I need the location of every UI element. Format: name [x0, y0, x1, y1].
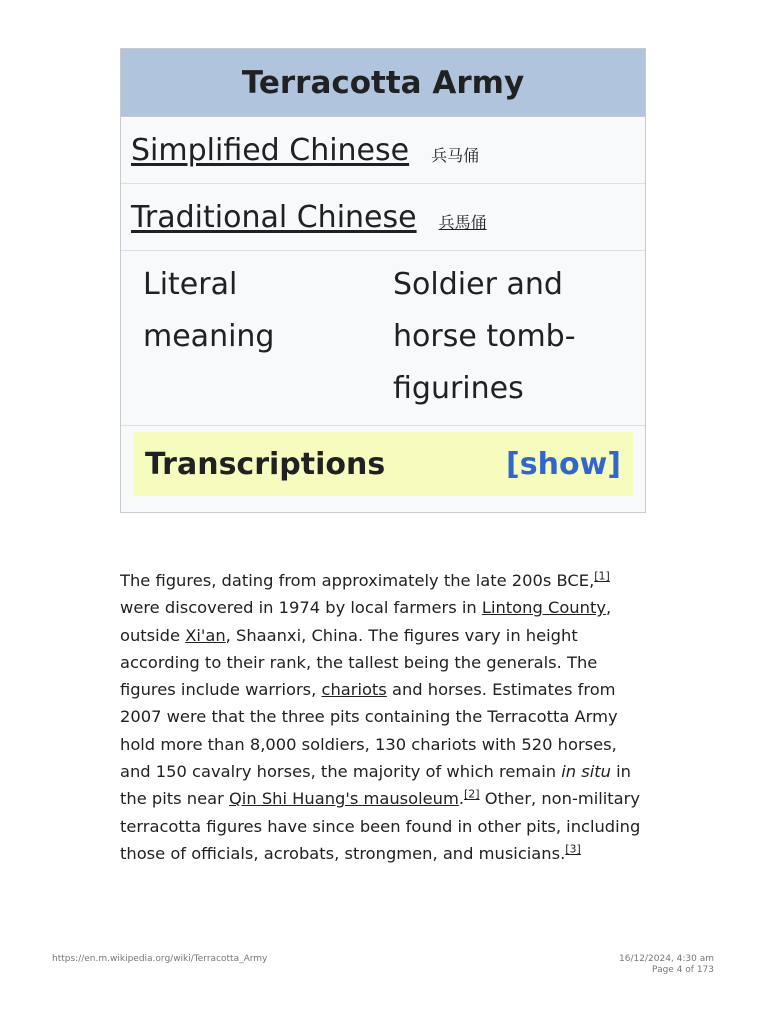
paragraph-text: Other, non-military terracotta figures have since been found in other pits, including those of officials, acrobats, strongmen, and musicians.: [120, 789, 641, 863]
paragraph-text: in the pits near: [120, 762, 632, 809]
paragraph-text: , outside: [120, 598, 612, 645]
footer-datetime: 16/12/2024, 4:30 am: [619, 954, 714, 964]
traditional-chinese-link[interactable]: Traditional Chinese: [131, 199, 417, 235]
show-transcriptions-button[interactable]: [show]: [506, 446, 621, 482]
paragraph-text: were discovered in 1974 by local farmers in: [120, 598, 482, 618]
transcriptions-header: [133, 432, 633, 496]
lintong-county-link[interactable]: Lintong County: [481, 598, 606, 618]
footer-url: https://en.m.wikipedia.org/wiki/Terracotta_Army: [52, 954, 268, 964]
infobox: [120, 48, 646, 513]
simplified-chinese-value: 兵马俑: [431, 145, 480, 165]
paragraph-text: and horses. Estimates from 2007 were that the three pits containing the Terracotta Army hold more than 8,000 soldiers, 130 chariots with 520 horses, and 150 cavalry horses, the majority of which remain: [120, 680, 618, 782]
paragraph-text: .: [458, 789, 465, 809]
infobox-row-traditional: [121, 184, 645, 251]
simplified-chinese-link[interactable]: Simplified Chinese: [131, 132, 410, 168]
xian-link[interactable]: Xi'an: [185, 625, 226, 645]
chariots-link[interactable]: chariots: [321, 680, 387, 700]
reference-link-3[interactable]: [3]: [565, 842, 581, 856]
infobox-title: Terracotta Army: [121, 49, 645, 117]
traditional-chinese-value-link[interactable]: 兵馬俑: [438, 212, 487, 232]
in-situ-italic: in situ: [561, 762, 611, 782]
footer-meta: [619, 954, 714, 976]
qin-shi-huang-mausoleum-link[interactable]: Qin Shi Huang's mausoleum: [228, 789, 459, 809]
literal-meaning-label: Literal meaning: [143, 267, 275, 354]
paragraph-text: , Shaanxi, China. The figures vary in height according to their rank, the tallest being the generals. The figures include warriors,: [120, 625, 598, 700]
reference-link-2[interactable]: [2]: [464, 787, 480, 801]
footer-page-number: Page 4 of 173: [652, 965, 714, 975]
infobox-row-simplified: [121, 117, 645, 184]
literal-meaning-value: Soldier and horse tomb-figurines: [393, 267, 576, 406]
reference-link-1[interactable]: [1]: [594, 569, 610, 583]
article-paragraph: [120, 567, 650, 867]
transcriptions-label: Transcriptions: [145, 446, 386, 482]
infobox-row-literal-meaning: [121, 251, 645, 426]
paragraph-text: The figures, dating from approximately the late 200s BCE,: [120, 571, 595, 590]
